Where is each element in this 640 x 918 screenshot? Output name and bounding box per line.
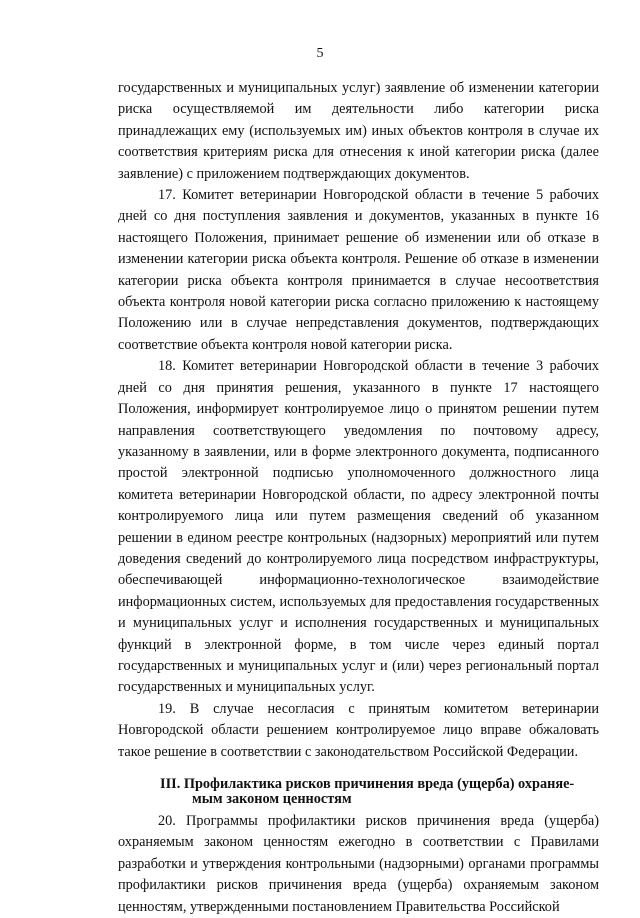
paragraph-18: 18. Комитет ветеринарии Новгородской области в течение 3 рабочих дней со дня принятия решения, указанного в пункте 17 настоящего Положения, информирует контролируемое лицо о принятом решении путем направления соответствующего уведомления по почтовому адресу, указанному в заявлении, или в форме электронного документа, подписанного простой электронной подписью уполномоченного должностного лица комитета ветеринарии Новгородской области, по адресу электронной почты контролируемого лица или путем размещения сведений об указанном решении в едином реестре контрольных (надзорных) мероприятий или путем доведения сведений до контролируемого лица посредством инфраструктуры, обеспечивающей информационно-технологическое взаимодействие информационных систем, используемых для предоставления государственных и муниципальных услуг и исполнения государственных и муниципальных функций в электронной форме, в том числе через единый портал государственных и муниципальных услуг и (или) через региональный портал государственных и муниципальных услуг. [118, 358, 599, 696]
document-body [118, 78, 599, 918]
section-heading [118, 777, 599, 807]
paragraph-17: 17. Комитет ветеринарии Новгородской области в течение 5 рабочих дней со дня поступления заявления и документов, указанных в пункте 16 настоящего Положения, принимает решение об изменении или об отказе в изменении категории риска объекта контроля. Решение об отказе в изменении категории риска объекта контроля принимается в случае несоответствия объекта контроля новой категории риска согласно приложению к настоящему Положению или в случае непредставления документов, подтверждающих соответствие объекта контроля новой категории риска. [118, 187, 599, 353]
paragraph-continuation: государственных и муниципальных услуг) заявление об изменении категории риска осуществляемой им деятельности либо категории риска принадлежащих ему (используемых им) иных объектов контроля в случае их соответствия критериям риска для отнесения к иной категории риска (далее заявление) с приложением подтверждающих документов. [118, 80, 599, 182]
page-number: 5 [316, 46, 324, 61]
section-heading-line-1: III. Профилактика рисков причинения вреда (ущерба) охраняе- [160, 776, 575, 792]
paragraph-19: 19. В случае несогласия с принятым комитетом ветеринарии Новгородской области решением контролируемое лицо вправе обжаловать такое решение в соответствии с законодательством Российской Федерации. [118, 700, 599, 760]
paragraph-20: 20. Программы профилактики рисков причинения вреда (ущерба) охраняемым законом ценностям ежегодно в соответствии с Правилами разработки и утверждения контрольными (надзорными) органами программы профилактики рисков причинения вреда (ущерба) охраняемым законом ценностям, утвержденными постановлением Правительства Российской [118, 813, 599, 915]
section-heading-line-2: мым законом ценностям [192, 791, 352, 807]
